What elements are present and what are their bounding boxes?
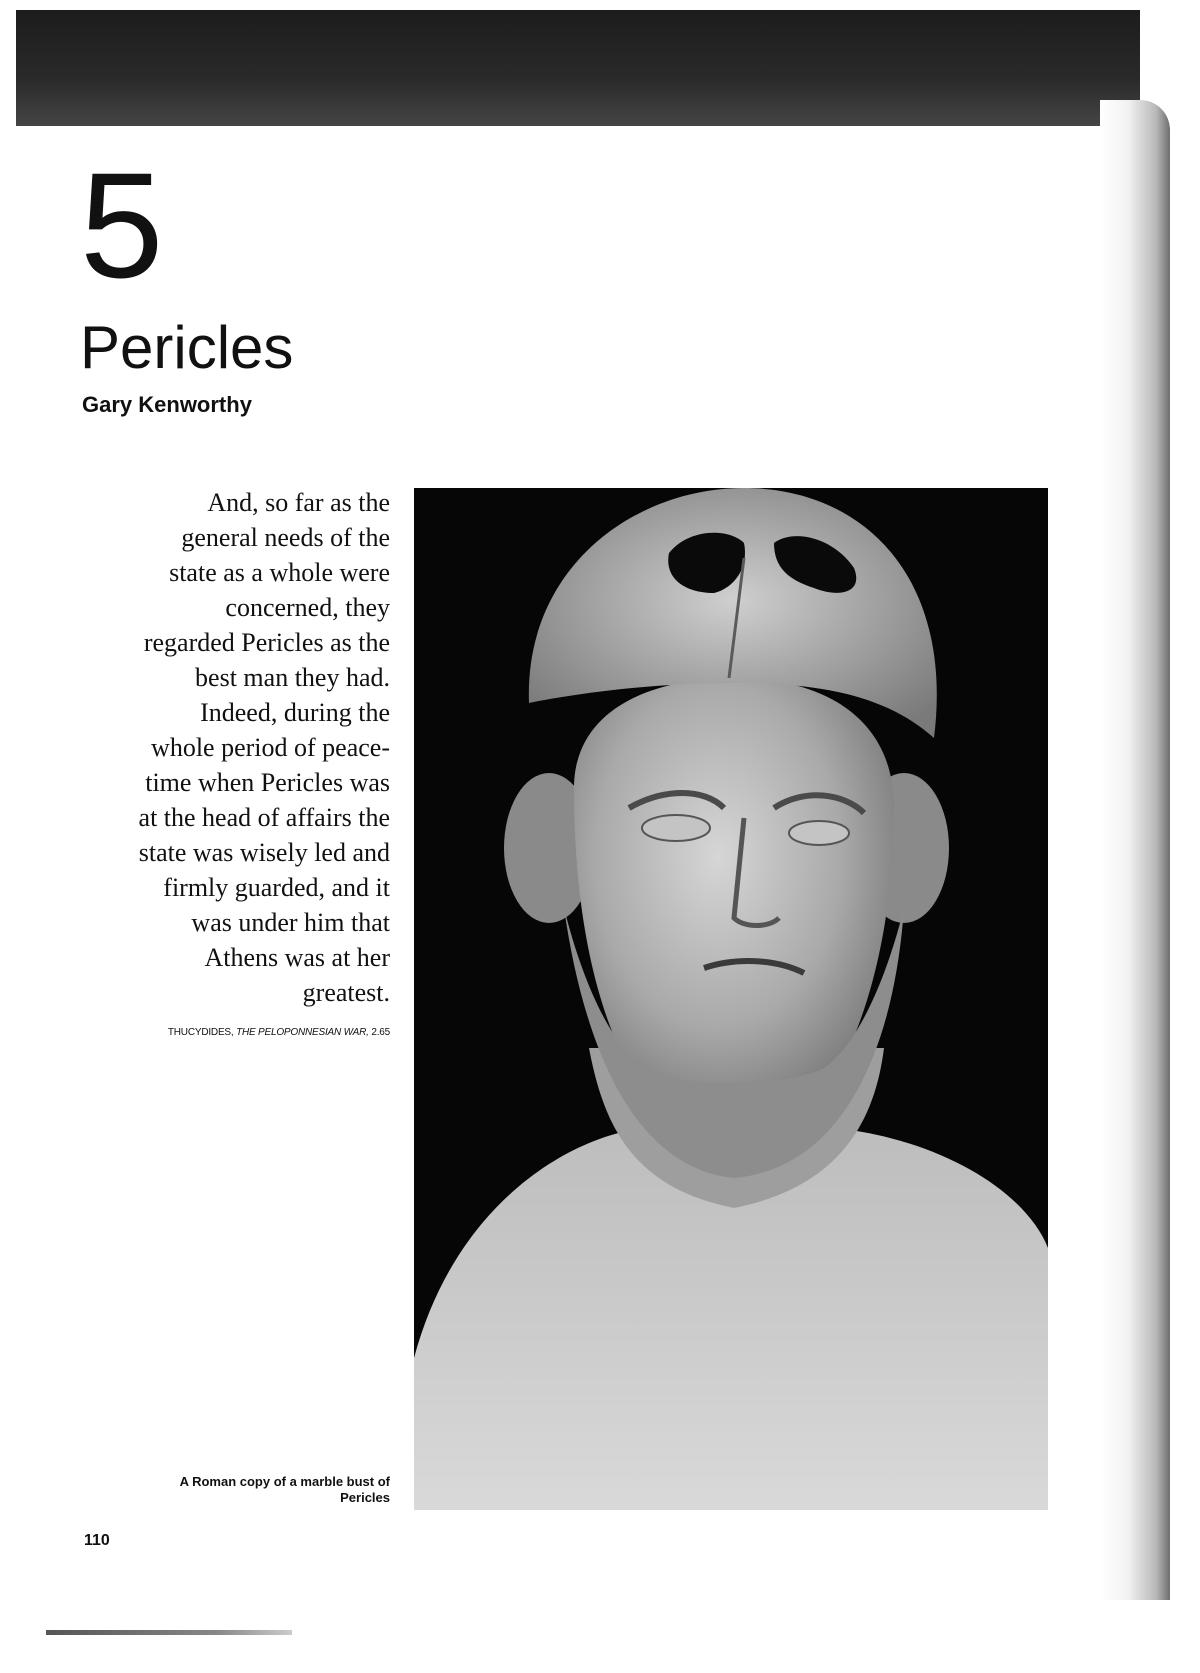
chapter-number: 5 bbox=[80, 141, 164, 309]
epigraph-line: greatest. bbox=[302, 978, 390, 1007]
epigraph-line: state as a whole were bbox=[169, 558, 390, 587]
caption-line: A Roman copy of a marble bust of bbox=[179, 1474, 390, 1489]
epigraph-line: whole period of peace- bbox=[151, 733, 390, 762]
page-curl-edge bbox=[1100, 100, 1170, 1600]
epigraph-line: best man they had. bbox=[195, 663, 390, 692]
bottom-rule bbox=[46, 1630, 292, 1635]
epigraph-line: Athens was at her bbox=[204, 943, 390, 972]
epigraph-line: concerned, they bbox=[225, 593, 390, 622]
epigraph-line: at the head of affairs the bbox=[138, 803, 390, 832]
epigraph-line: was under him that bbox=[191, 908, 390, 937]
epigraph-line: regarded Pericles as the bbox=[143, 628, 390, 657]
source-author: THUCYDIDES, bbox=[167, 1027, 234, 1038]
epigraph-source bbox=[168, 1027, 390, 1038]
source-work: THE PELOPONNESIAN WAR, bbox=[236, 1027, 369, 1038]
scan-shadow-band bbox=[16, 10, 1140, 126]
epigraph-line: Indeed, during the bbox=[200, 698, 390, 727]
chapter-title: Pericles bbox=[80, 314, 294, 381]
page-number: 110 bbox=[84, 1532, 110, 1549]
epigraph-quote bbox=[60, 485, 390, 1010]
caption-line: Pericles bbox=[340, 1490, 390, 1505]
chapter-author: Gary Kenworthy bbox=[82, 392, 252, 417]
epigraph-line: general needs of the bbox=[181, 523, 390, 552]
epigraph-line: firmly guarded, and it bbox=[163, 873, 390, 902]
epigraph-line: state was wisely led and bbox=[138, 838, 390, 867]
figure-caption bbox=[90, 1474, 390, 1506]
pericles-bust-photo bbox=[414, 488, 1048, 1510]
bust-illustration bbox=[414, 488, 1048, 1510]
epigraph-line: time when Pericles was bbox=[145, 768, 390, 797]
epigraph-line: And, so far as the bbox=[207, 488, 390, 517]
source-ref: 2.65 bbox=[371, 1027, 390, 1038]
